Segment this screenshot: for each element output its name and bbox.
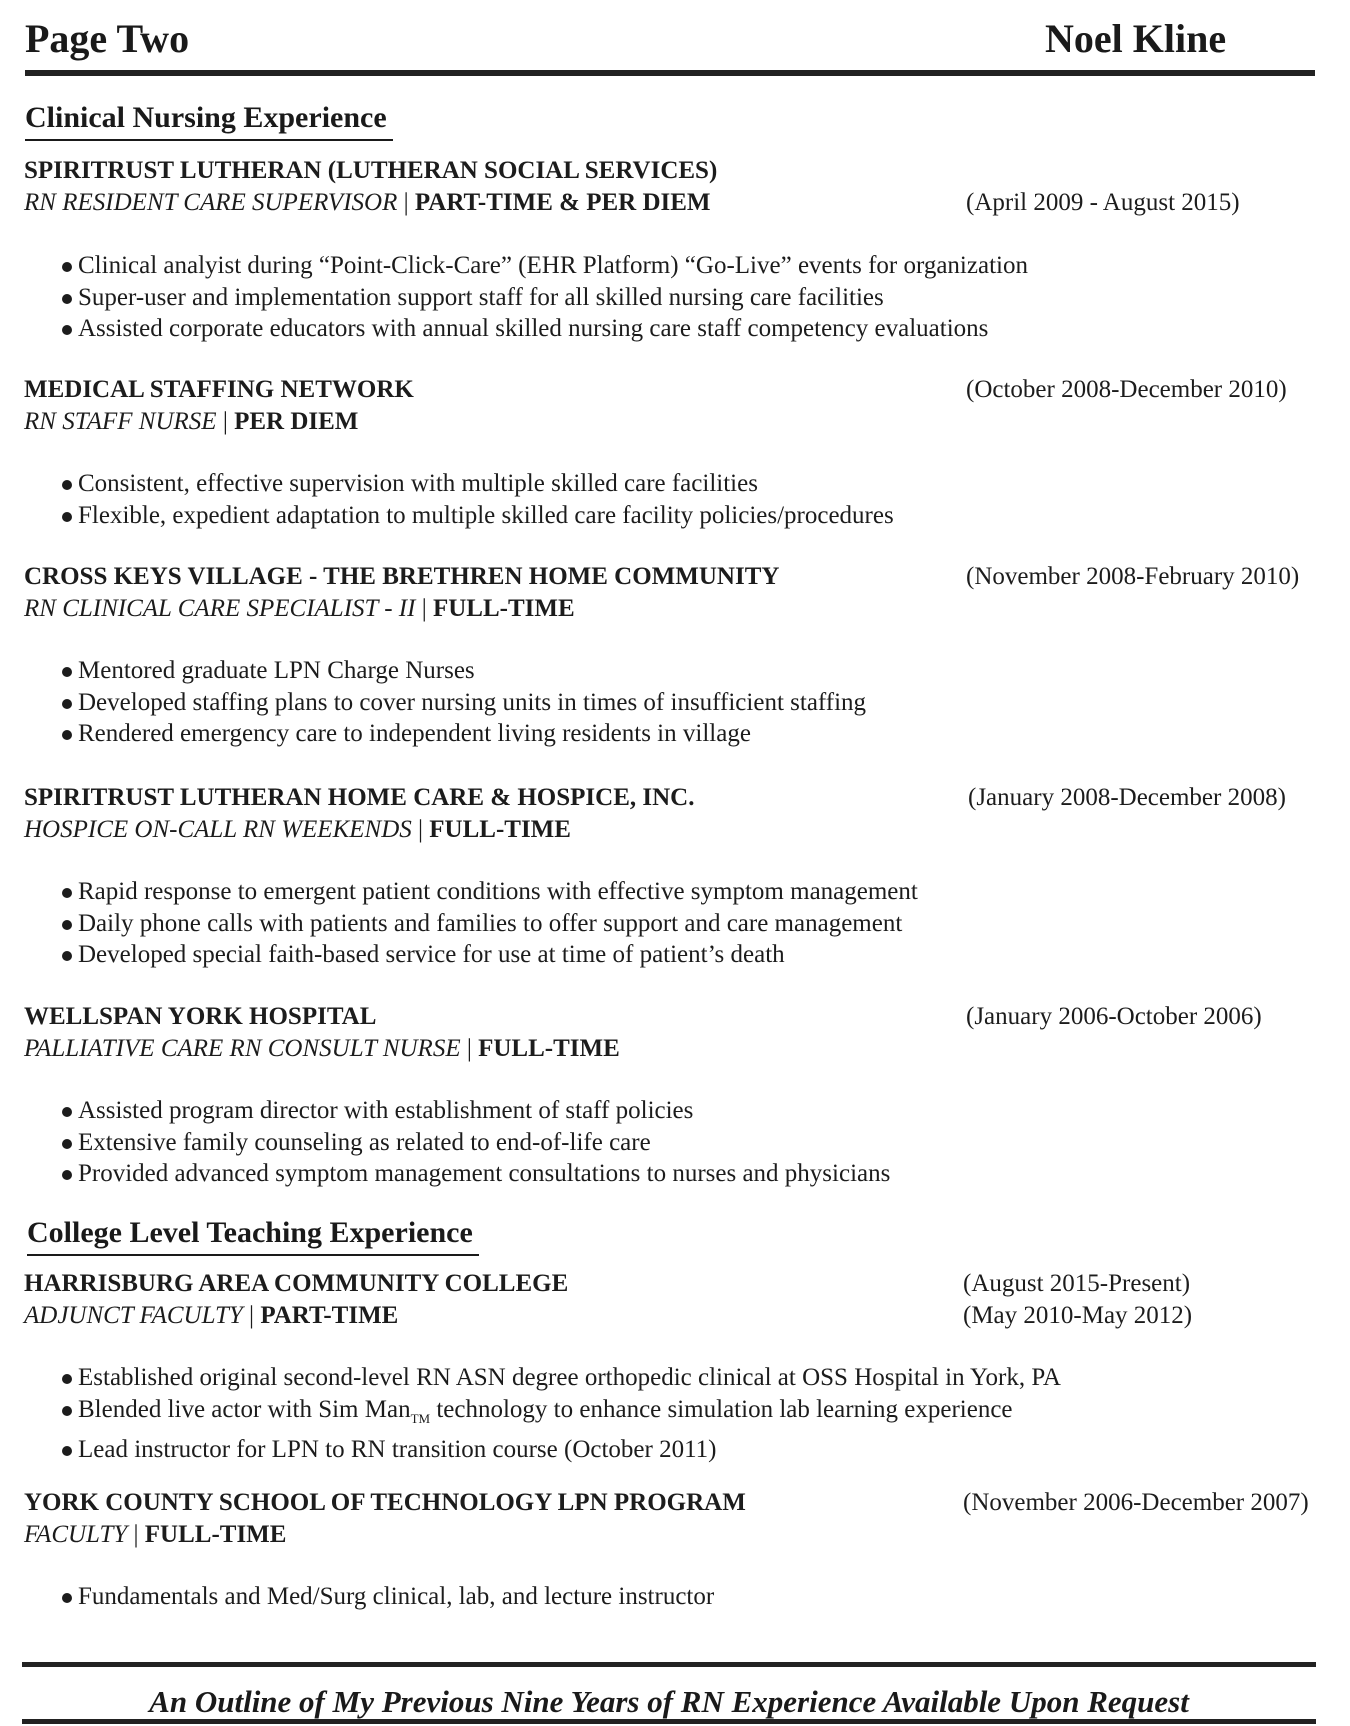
job-date-secondary: (May 2010-May 2012) [963, 1302, 1193, 1329]
bullet-item: Developed special faith-based service for use at time of patient’s death [62, 939, 918, 971]
role-separator: | [133, 1521, 139, 1548]
candidate-name: Noel Kline [1045, 16, 1227, 61]
bullet-text: technology to enhance simulation lab learning experience [436, 1395, 1013, 1423]
job-role-type: PART-TIME & PER DIEM [414, 189, 711, 216]
page-header [25, 14, 1315, 76]
role-separator: | [403, 189, 409, 216]
job-date: (January 2008-December 2008) [968, 784, 1286, 811]
bullet-item: Consistent, effective supervision with multiple skilled care facilities [62, 468, 894, 500]
job-organization: SPIRITRUST LUTHERAN HOME CARE & HOSPICE, INC. [24, 784, 695, 811]
bullet-item: Assisted program director with establishment of staff policies [62, 1095, 890, 1127]
job-bullets [62, 876, 918, 971]
job-role-type: PER DIEM [234, 408, 359, 435]
bullet-item: Flexible, expedient adaptation to multiple skilled care facility policies/procedures [62, 500, 894, 532]
job-role-type: FULL-TIME [432, 595, 575, 622]
job-entry [24, 561, 1324, 747]
job-role-title: PALLIATIVE CARE RN CONSULT NURSE [24, 1035, 461, 1062]
job-organization: MEDICAL STAFFING NETWORK [24, 376, 414, 403]
job-role-title: RN STAFF NURSE [24, 408, 217, 435]
job-role-title: HOSPICE ON-CALL RN WEEKENDS [24, 816, 412, 843]
job-role-type: FULL-TIME [144, 1521, 287, 1548]
job-bullets [62, 1362, 1061, 1466]
job-role [24, 1519, 1324, 1551]
job-role-type: FULL-TIME [478, 1035, 620, 1062]
header-divider [25, 70, 1315, 76]
job-organization: CROSS KEYS VILLAGE - THE BRETHREN HOME COMMUNITY [24, 563, 780, 590]
job-entry [24, 1487, 1324, 1610]
job-role-title: ADJUNCT FACULTY [24, 1302, 243, 1329]
job-bullets [62, 1095, 890, 1190]
job-bullets [62, 1581, 714, 1613]
job-date: (April 2009 - August 2015) [966, 189, 1240, 216]
job-entry [24, 1001, 1324, 1187]
bullet-item: Fundamentals and Med/Surg clinical, lab, and lecture instructor [62, 1581, 714, 1613]
bullet-item: Rendered emergency care to independent living residents in village [62, 718, 866, 750]
footer-note: An Outline of My Previous Nine Years of RN Experience Available Upon Request [149, 1684, 1189, 1719]
job-bullets [62, 250, 1028, 345]
bullet-text: Blended live actor with Sim Man [78, 1395, 411, 1423]
job-role-title: FACULTY [24, 1521, 128, 1548]
bullet-item: Lead instructor for LPN to RN transition course (October 2011) [62, 1434, 1061, 1466]
job-role-title: RN RESIDENT CARE SUPERVISOR [24, 189, 398, 216]
section-title-teaching: College Level Teaching Experience [27, 1214, 479, 1256]
job-entry [24, 155, 1324, 342]
trademark-subscript: TM [410, 1410, 431, 1426]
job-role [24, 814, 1324, 846]
job-organization: HARRISBURG AREA COMMUNITY COLLEGE [24, 1270, 569, 1297]
bullet-item: Rapid response to emergent patient conditions with effective symptom management [62, 876, 918, 908]
section-title-clinical: Clinical Nursing Experience [25, 99, 393, 141]
bullet-item [62, 1394, 1061, 1435]
job-date: (October 2008-December 2010) [966, 376, 1287, 403]
bullet-item: Extensive family counseling as related to end-of-life care [62, 1127, 890, 1159]
job-date: (August 2015-Present) [963, 1270, 1191, 1297]
job-organization: WELLSPAN YORK HOSPITAL [24, 1003, 377, 1030]
role-separator: | [249, 1302, 255, 1329]
footer-divider-bottom [22, 1719, 1316, 1724]
bullet-item: Daily phone calls with patients and families to offer support and care management [62, 908, 918, 940]
job-role [24, 593, 1324, 625]
job-date: (November 2006-December 2007) [963, 1489, 1309, 1516]
job-organization: SPIRITRUST LUTHERAN (LUTHERAN SOCIAL SERVICES) [24, 157, 718, 184]
job-date: (November 2008-February 2010) [966, 563, 1300, 590]
job-entry [24, 1268, 1324, 1463]
job-entry [24, 782, 1324, 968]
job-role-type: PART-TIME [260, 1302, 399, 1329]
job-role-title: RN CLINICAL CARE SPECIALIST - II [24, 595, 416, 622]
role-separator: | [466, 1035, 472, 1062]
role-separator: | [421, 595, 427, 622]
footer-divider-top [22, 1662, 1316, 1667]
role-separator: | [222, 408, 228, 435]
bullet-item: Provided advanced symptom management consultations to nurses and physicians [62, 1158, 890, 1190]
role-separator: | [418, 816, 424, 843]
job-role-type: FULL-TIME [429, 816, 571, 843]
job-entry [24, 374, 1324, 529]
bullet-item: Mentored graduate LPN Charge Nurses [62, 655, 866, 687]
job-role [24, 406, 1324, 438]
job-role [24, 1033, 1324, 1065]
page-number-label: Page Two [25, 16, 190, 61]
bullet-item: Clinical analyist during “Point-Click-Care” (EHR Platform) “Go-Live” events for organization [62, 250, 1028, 282]
bullet-item: Developed staffing plans to cover nursing units in times of insufficient staffing [62, 687, 866, 719]
job-bullets [62, 655, 866, 750]
job-organization: YORK COUNTY SCHOOL OF TECHNOLOGY LPN PROGRAM [24, 1489, 746, 1516]
job-date: (January 2006-October 2006) [966, 1003, 1262, 1030]
job-bullets [62, 468, 894, 531]
bullet-item: Super-user and implementation support staff for all skilled nursing care facilities [62, 282, 1028, 314]
bullet-item: Assisted corporate educators with annual skilled nursing care staff competency evaluations [62, 313, 1028, 345]
bullet-item: Established original second-level RN ASN degree orthopedic clinical at OSS Hospital in York, PA [62, 1362, 1061, 1394]
